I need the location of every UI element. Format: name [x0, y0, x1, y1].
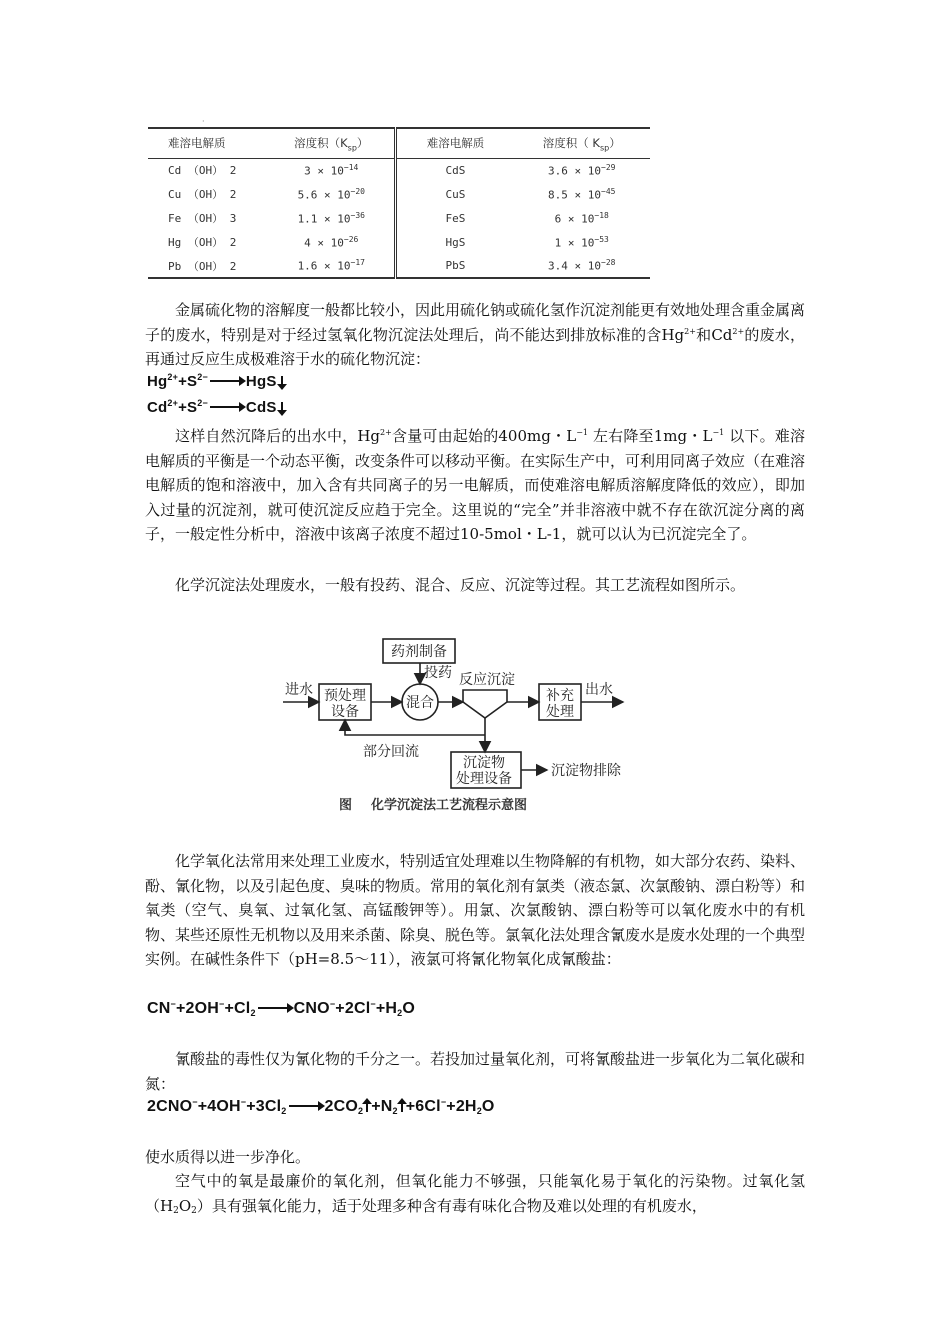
- sludge-label-line1: 沉淀物: [463, 755, 505, 771]
- pretreatment-label-line2: 设备: [331, 704, 359, 720]
- paragraph-purification: 使水质得以进一步净化。: [145, 1148, 311, 1166]
- table-row: [148, 158, 650, 182]
- reaction-settling-label: 反应沉淀: [459, 672, 515, 688]
- cell-hydroxide: Cd （OH） 2: [168, 164, 237, 178]
- header-ksp-left: 溶度积$(K_{sp})$: [268, 128, 396, 158]
- ksp-table: [148, 127, 650, 279]
- cell-ksp: $1.1 \times 10^{-36}$: [297, 210, 365, 226]
- gas-arrow-icon: [366, 1101, 368, 1112]
- reaction-arrow-icon: [289, 1105, 323, 1107]
- table-row: [148, 230, 650, 254]
- header-electrolyte-left: 难溶电解质: [148, 128, 268, 158]
- header-electrolyte-right: 难溶电解质: [396, 128, 514, 158]
- cell-sulfide: FeS: [396, 206, 514, 230]
- cell-ksp: $4 \times 10^{-26}$: [304, 234, 359, 250]
- cell-sulfide: CdS: [396, 158, 514, 182]
- header-ksp-right: 溶度积（ $K_{sp}$）: [514, 128, 650, 158]
- table-row: [148, 182, 650, 206]
- table-row: [148, 254, 650, 278]
- gas-arrow-icon: [401, 1101, 403, 1112]
- cell-ksp: $5.6 \times 10^{-20}$: [297, 186, 365, 202]
- table-row: [148, 206, 650, 230]
- equation-cyanate-oxidation: $2CNO^-+4OH^-+3Cl_2$ $2CO_2 +N_2 +6Cl^-+2H_2O$: [147, 1097, 495, 1116]
- supplement-label-line2: 处理: [546, 704, 574, 720]
- cell-ksp: $1 \times 10^{-53}$: [554, 234, 609, 250]
- cell-sulfide: PbS: [396, 254, 514, 278]
- cell-hydroxide: Pb （OH） 2: [148, 254, 268, 278]
- pretreatment-label-line1: 预处理: [324, 688, 366, 704]
- equation-hgs: $Hg^{2+}+S^{2-}$ HgS: [147, 373, 283, 390]
- paragraph-process-intro: 化学沉淀法处理废水，一般有投药、混合、反应、沉淀等过程。其工艺流程如图所示。: [175, 576, 746, 594]
- settler-shape: [463, 690, 507, 718]
- precipitate-arrow-icon: [281, 402, 283, 413]
- figure-caption: 化学沉淀法工艺流程示意图: [371, 798, 528, 813]
- discharge-label: 沉淀物排除: [551, 763, 621, 779]
- recycle-label: 部分回流: [363, 744, 419, 760]
- paragraph-common-ion-effect: 这样自然沉降后的出水中，$Hg^{2+}$含量可由起始的400mg・$L^{-1}$ 左右降至1mg・$L^{-1}$ 以下。难溶电解质的平衡是一个动态平衡，改变条件可以移动平衡。在实际生产中，可利用同离子效应（在难溶电解质的饱和溶液中，加入含有共同离子的另一电解质，而使难溶电解质溶解度降低的效应），即加入过量的沉淀剂，就可使沉淀反应趋于完全。这里说的“完全”并非溶液中就不存在欲沉淀分离的离子，一般定性分析中，溶液中该离子浓度不超过10-5mol・L-1，就可以认为已沉淀完全了。: [145, 427, 806, 543]
- paragraph-chemical-oxidation: 化学氧化法常用来处理工业废水，特别适宜处理难以生物降解的有机物，如大部分农药、染料、酚、氰化物，以及引起色度、臭味的物质。常用的氧化剂有氯类（液态氯、次氯酸钠、漂白粉等）和氧类（空气、臭氧、过氧化氢、高锰酸钾等）。用氯、次氯酸钠、漂白粉等可以氧化废水中的有机物、某些还原性无机物以及用来杀菌、除臭、脱色等。氯氧化法处理含氰废水是废水处理的一个典型实例。在碱性条件下（pH=8.5～11），液氯可将氰化物氧化成氰酸盐：: [145, 852, 806, 968]
- sludge-label-line2: 处理设备: [456, 771, 512, 787]
- supplement-label-line1: 补充: [546, 688, 574, 704]
- table-header-row: [148, 128, 650, 158]
- cell-ksp: $3 \times 10^{-14}$: [304, 162, 359, 178]
- reagent-label: 药剂制备: [391, 644, 447, 660]
- process-flow-diagram: [283, 632, 643, 822]
- cell-hydroxide: Fe （OH） 3: [168, 212, 237, 225]
- precipitate-arrow-icon: [281, 376, 283, 387]
- cell-hydroxide: Cu （OH） 2: [168, 188, 237, 201]
- reaction-arrow-icon: [258, 1007, 292, 1009]
- cell-hydroxide: Hg （OH） 2: [168, 236, 237, 249]
- equation-cds: $Cd^{2+}+S^{2-}$ CdS: [147, 399, 283, 416]
- inlet-label: 进水: [285, 682, 313, 698]
- paragraph-sulfide-precipitation: 金属硫化物的溶解度一般都比较小，因此用硫化钠或硫化氢作沉淀剂能更有效地处理含重金属离子的废水，特别是对于经过氢氧化物沉淀法处理后，尚不能达到排放标准的含$Hg^{2+}$和$Cd^{2+}$的废水，再通过反应生成极难溶于水的硫化物沉淀：: [145, 301, 806, 368]
- cell-sulfide: CuS: [396, 182, 514, 206]
- cell-ksp: $8.5 \times 10^{-45}$: [548, 186, 616, 202]
- equation-cyanide-chlorine: $CN^-+2OH^-+Cl_2$ $CNO^-+2Cl^-+H_2O$: [147, 999, 415, 1018]
- reaction-arrow-icon: [210, 380, 244, 382]
- mixer-label: 混合: [406, 695, 434, 711]
- paragraph-hydrogen-peroxide: 空气中的氧是最廉价的氧化剂，但氧化能力不够强，只能氧化易于氧化的污染物。过氧化氢$(H_2O_2)$具有强氧化能力，适于处理多种含有毒有味化合物及难以处理的有机废水，: [145, 1172, 805, 1216]
- paragraph-cyanate: 氰酸盐的毒性仅为氰化物的千分之一。若投加过量氧化剂，可将氰酸盐进一步氧化为二氧化碳和氮：: [145, 1050, 806, 1093]
- recycle-arrow: [345, 720, 485, 735]
- cell-ksp: $3.4 \times 10^{-28}$: [514, 254, 650, 278]
- cell-ksp: $3.6 \times 10^{-29}$: [548, 162, 616, 178]
- cell-ksp: $1.6 \times 10^{-17}$: [268, 254, 396, 278]
- dosing-label: 投药: [424, 665, 452, 681]
- cell-sulfide: HgS: [396, 230, 514, 254]
- cell-ksp: $6 \times 10^{-18}$: [554, 210, 609, 226]
- scan-mark: ·: [202, 117, 205, 126]
- outlet-label: 出水: [585, 682, 613, 698]
- figure-label: 图: [339, 798, 353, 813]
- reaction-arrow-icon: [210, 406, 244, 408]
